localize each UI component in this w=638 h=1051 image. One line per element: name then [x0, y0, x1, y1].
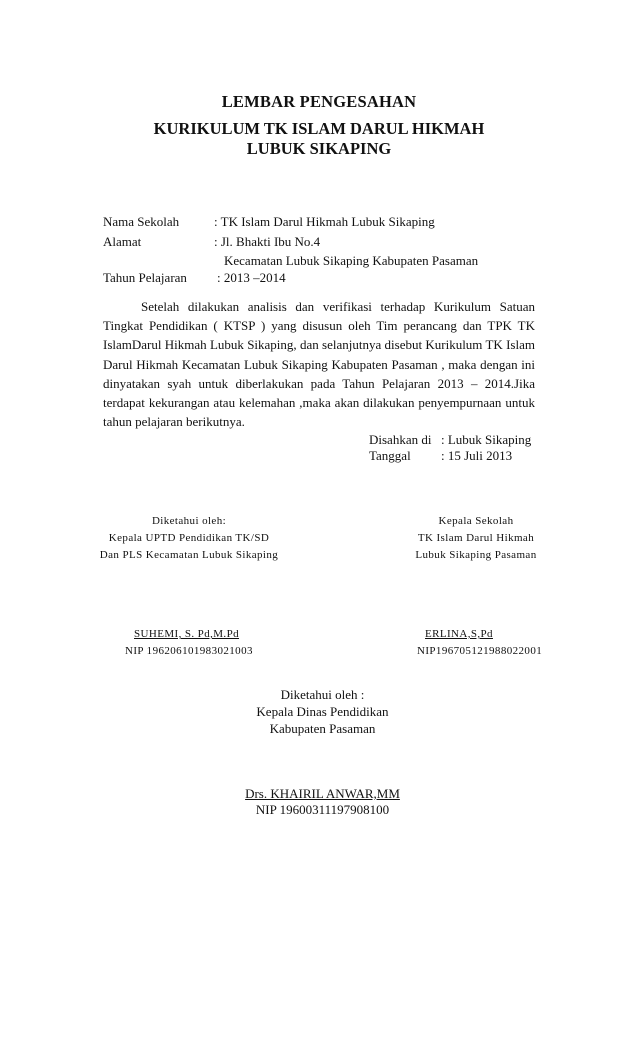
school-name-label: Nama Sekolah — [103, 214, 180, 229]
left-known-by: Diketahui oleh: — [151, 515, 227, 527]
school-year-label: Tahun Pelajaran — [103, 270, 187, 285]
center-signatory-name: Drs. KHAIRIL ANWAR,MM — [245, 786, 400, 801]
left-signatory-title: Kepala UPTD Pendidikan TK/SD — [108, 532, 270, 544]
left-signatory-title-line2: Dan PLS Kecamatan Lubuk Sikaping — [99, 549, 279, 561]
center-signatory-title: Kepala Dinas Pendidikan — [256, 704, 389, 719]
document-title: LEMBAR PENGESAHAN — [221, 92, 417, 111]
document-subtitle-location: LUBUK SIKAPING — [246, 139, 392, 158]
school-name-value: : TK Islam Darul Hikmah Lubuk Sikaping — [214, 214, 435, 229]
center-known-by: Diketahui oleh : — [280, 687, 365, 702]
address-value-line2: Kecamatan Lubuk Sikaping Kabupaten Pasaman — [224, 253, 479, 268]
address-label: Alamat — [103, 234, 142, 249]
right-signatory-nip: NIP196705121988022001 — [417, 645, 543, 657]
address-value: : Jl. Bhakti Ibu No.4 — [214, 234, 321, 249]
date-label: Tanggal — [369, 448, 411, 463]
right-signatory-title-line2: TK Islam Darul Hikmah — [417, 532, 535, 544]
left-signatory-name: SUHEMI, S. Pd,M.Pd — [134, 628, 240, 640]
right-signatory-name: ERLINA,S,Pd — [425, 628, 493, 640]
ratification-paragraph: Setelah dilakukan analisis dan verifikasi terhadap Kurikulum Satuan Tingkat Pendidikan ( KTSP ) yang disusun oleh Tim perancang dan TPK TK IslamDarul Hikmah Lubuk Sikaping, dan selanjutnya disebut Kurikulum TK Islam Darul Hikmah Kecamatan Lubuk Sikaping Kabupaten Pasaman , maka dengan ini dinyatakan syah untuk diberlakukan pada Tahun Pelajaran 2013 – 2014.Jika terdapat kekurangan atau kelemahan ,maka akan dilakukan penyempurnaan untuk tahun pelajaran berikutnya. — [103, 299, 535, 430]
date-value: : 15 Juli 2013 — [441, 448, 513, 463]
center-signatory-title-line2: Kabupaten Pasaman — [269, 721, 376, 736]
ratified-at-label: Disahkan di — [369, 432, 432, 447]
document-subtitle: KURIKULUM TK ISLAM DARUL HIKMAH — [153, 119, 485, 138]
right-signatory-title-line3: Lubuk Sikaping Pasaman — [415, 549, 537, 561]
right-signatory-title: Kepala Sekolah — [438, 515, 514, 527]
school-year-value: : 2013 –2014 — [217, 270, 286, 285]
left-signatory-nip: NIP 196206101983021003 — [125, 645, 253, 657]
ratified-at-value: : Lubuk Sikaping — [441, 432, 532, 447]
center-signatory-nip: NIP 19600311197908100 — [255, 802, 390, 817]
